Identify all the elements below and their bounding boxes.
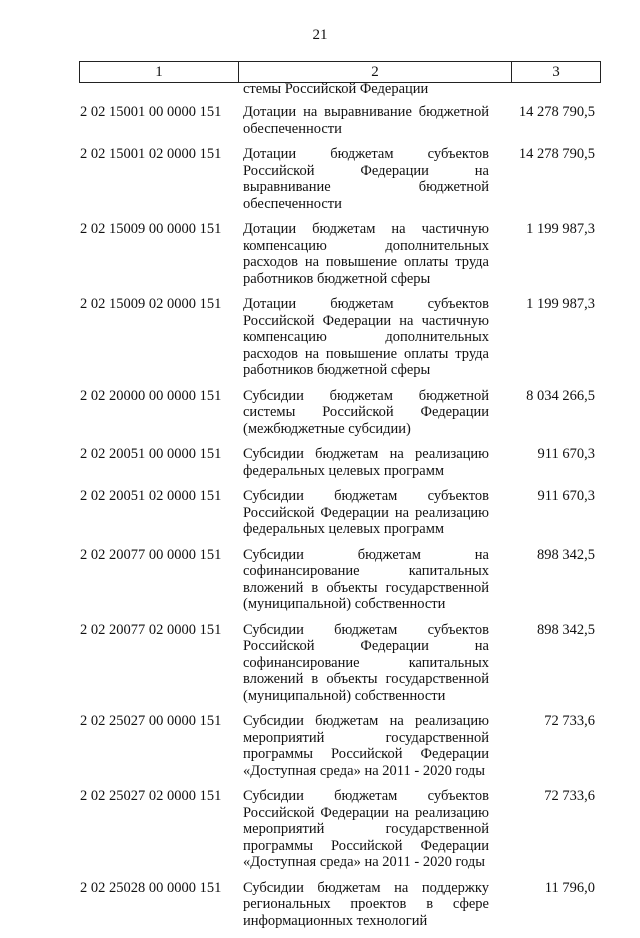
- table-row: [0, 880, 640, 930]
- header-col-1: 1: [80, 62, 239, 82]
- table-row: [0, 296, 640, 379]
- row-code: 2 02 20000 00 0000 151: [80, 387, 222, 404]
- header-col-2: 2: [239, 62, 512, 82]
- row-value: 8 034 266,5: [526, 387, 595, 404]
- row-value: 14 278 790,5: [518, 104, 595, 120]
- row-name: Дотации бюджетам субъектов Российской Федерации на выравнивание бюджетной обеспеченности: [243, 146, 489, 212]
- row-value: 1 199 987,3: [526, 296, 595, 312]
- row-name: Субсидии бюджетам на софинансирование капитальных вложений в объекты государственной (муниципальной) собственности: [243, 546, 489, 612]
- row-value: 898 342,5: [537, 546, 595, 563]
- table-body: [0, 104, 640, 938]
- page-number: 21: [312, 27, 328, 43]
- table-row: [0, 488, 640, 538]
- row-code: 2 02 15001 00 0000 151: [80, 104, 222, 120]
- header-col-3: 3: [552, 63, 560, 80]
- row-name: Субсидии бюджетам субъектов Российской Федерации на реализацию мероприятий государственной программы Российской Федерации «Доступная среда» на 2011 - 2020 годы: [243, 788, 489, 870]
- row-value: 898 342,5: [537, 621, 595, 638]
- row-value: 11 796,0: [544, 879, 595, 896]
- table-row: [0, 388, 640, 438]
- row-name: Субсидии бюджетам бюджетной системы Российской Федерации (межбюджетные субсидии): [243, 387, 489, 437]
- row-name: Субсидии бюджетам на реализацию федеральных целевых программ: [243, 446, 489, 479]
- row-code: 2 02 20051 02 0000 151: [80, 488, 222, 504]
- row-name: Субсидии бюджетам субъектов Российской Федерации на реализацию федеральных целевых программ: [243, 488, 489, 537]
- table-row: [0, 221, 640, 287]
- table-row: [0, 547, 640, 613]
- table-row: [0, 146, 640, 212]
- row-code: 2 02 20077 02 0000 151: [80, 621, 222, 638]
- table-header: [79, 61, 601, 83]
- row-code: 2 02 25027 00 0000 151: [80, 713, 222, 729]
- row-code: 2 02 15009 02 0000 151: [80, 296, 222, 312]
- table-row: [0, 104, 640, 137]
- row-name: Субсидии бюджетам субъектов Российской Федерации на софинансирование капитальных вложений в объекты государственной (муниципальной) собственности: [243, 621, 489, 704]
- row-code: 2 02 15009 00 0000 151: [80, 221, 222, 237]
- row-code: 2 02 25028 00 0000 151: [80, 879, 222, 896]
- row-value: 14 278 790,5: [518, 146, 595, 162]
- table-row: [0, 713, 640, 779]
- row-name: Дотации бюджетам субъектов Российской Федерации на частичную компенсацию дополнительных расходов на повышение оплаты труда работников бюджетной сферы: [243, 296, 489, 378]
- row-value: 72 733,6: [544, 713, 595, 729]
- row-value: 1 199 987,3: [526, 221, 595, 237]
- table-row: [0, 622, 640, 705]
- row-code: 2 02 25027 02 0000 151: [80, 788, 222, 804]
- table-row: [0, 446, 640, 479]
- row-name: Дотации бюджетам на частичную компенсацию дополнительных расходов на повышение оплаты труда работников бюджетной сферы: [243, 221, 489, 287]
- row-code: 2 02 20077 00 0000 151: [80, 546, 222, 563]
- row-name: Дотации на выравнивание бюджетной обеспеченности: [243, 104, 489, 137]
- table-row: [0, 788, 640, 871]
- row-code: 2 02 20051 00 0000 151: [80, 446, 222, 462]
- row-name: Субсидии бюджетам на реализацию мероприятий государственной программы Российской Федерации «Доступная среда» на 2011 - 2020 годы: [243, 713, 489, 779]
- row-value: 72 733,6: [544, 788, 595, 804]
- row-code: 2 02 15001 02 0000 151: [80, 146, 222, 162]
- row-value: 911 670,3: [537, 488, 595, 504]
- row-name: Субсидии бюджетам на поддержку региональных проектов в сфере информационных технологий: [243, 879, 489, 929]
- row-value: 911 670,3: [537, 446, 595, 462]
- continuation-text: стемы Российской Федерации: [243, 81, 429, 97]
